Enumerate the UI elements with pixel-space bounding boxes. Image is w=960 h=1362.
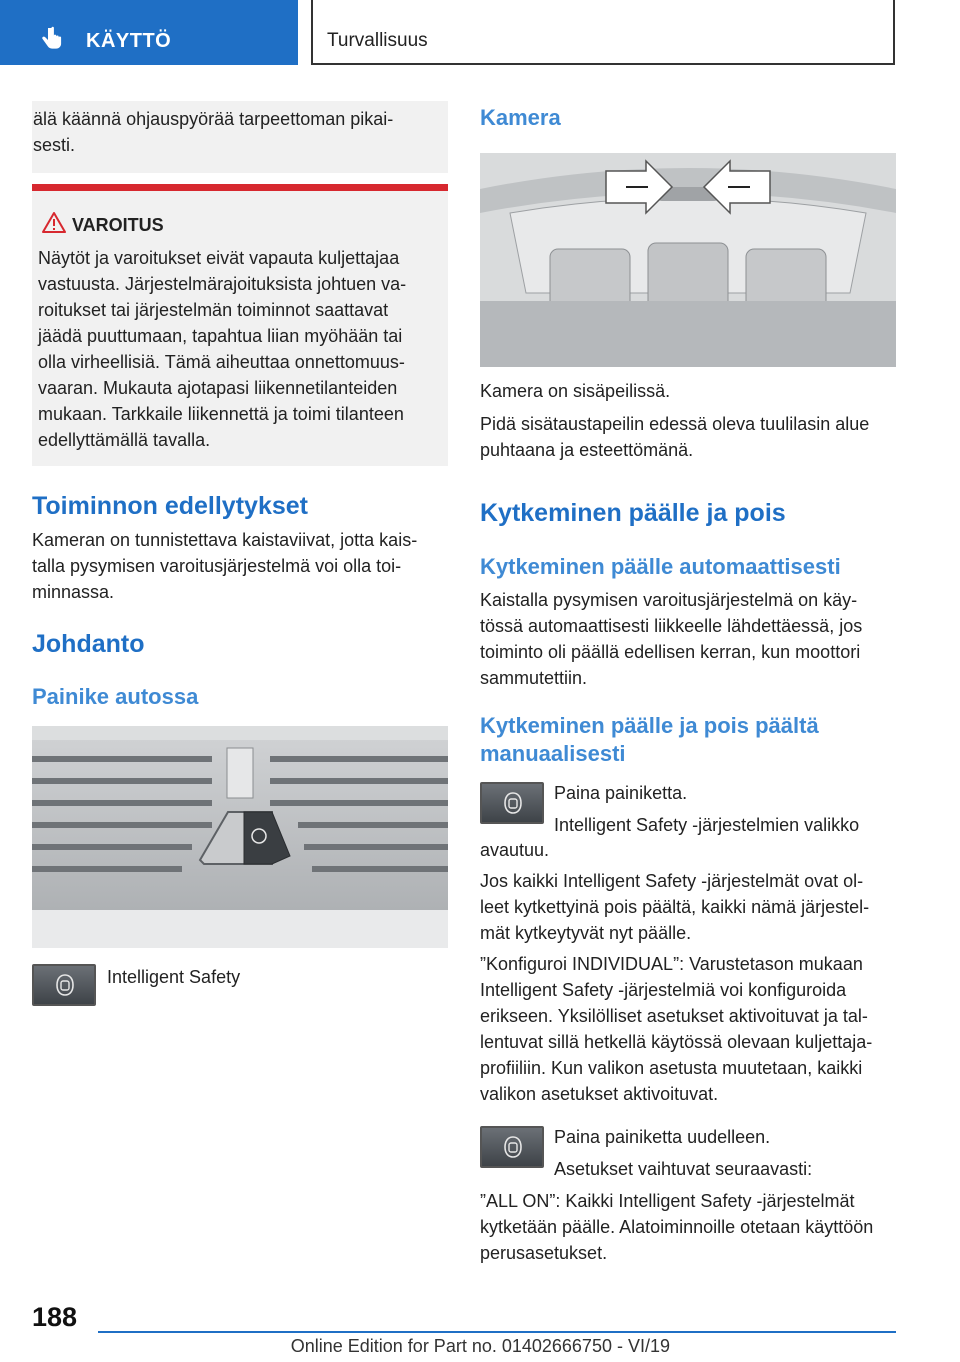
warning-line: roitukset tai järjestelmän toiminnot saattavat	[38, 300, 389, 320]
heading-auto: Kytkeminen päälle automaattisesti	[480, 554, 841, 579]
warning-title: VAROITUS	[72, 215, 164, 235]
chapter-tab[interactable]	[0, 0, 298, 65]
auto-text	[480, 587, 896, 691]
text-line: erikseen. Yksilölliset asetukset aktivoituvat ja tal-	[480, 1006, 868, 1026]
warning-line: vastuusta. Järjestelmärajoituksista johtuen va-	[38, 274, 407, 294]
warning-line: jäädä puuttumaan, tapahtua liian myöhään tai	[38, 326, 403, 346]
safety-car-icon	[54, 973, 76, 997]
step-press-button: Paina painiketta.	[554, 783, 688, 803]
text-line: Pidä sisätaustapeilin edessä oleva tuulilasin alue	[480, 414, 870, 434]
heading-intro: Johdanto	[32, 630, 145, 658]
paragraph-all-on	[480, 1188, 896, 1266]
warning-line: Näytöt ja varoitukset eivät vapauta kuljettajaa	[38, 248, 400, 268]
paragraph-all-off	[480, 868, 896, 946]
section-tab[interactable]	[311, 0, 895, 65]
text-line: profiiliin. Kun valikon asetusta muutetaan, kaikki	[480, 1058, 863, 1078]
safety-car-icon	[502, 791, 524, 815]
text-line: kytketään päälle. Alatoiminnoille otetaan käyttöön	[480, 1217, 874, 1237]
intelligent-safety-button-icon	[32, 964, 96, 1006]
text-line: puhtaana ja esteettömänä.	[480, 440, 694, 460]
text-line: minnassa.	[32, 582, 115, 602]
button-label: Intelligent Safety	[107, 967, 241, 987]
chapter-title: KÄYTTÖ	[86, 30, 172, 52]
text-line: ”Konfiguroi INDIVIDUAL”: Varustetason mukaan	[480, 954, 863, 974]
warning-line: mukaan. Tarkkaile liikennettä ja toimi tilanteen	[38, 404, 404, 424]
text-line: lentuvat sillä hetkellä käytössä olevaan kuljettaja-	[480, 1032, 873, 1052]
note-text: älä käännä ohjauspyörää tarpeettoman pikai- sesti.	[33, 109, 394, 155]
camera-location-photo	[480, 153, 896, 367]
step-result-settings: Asetukset vaihtuvat seuraavasti:	[554, 1159, 813, 1179]
text-line: Kameran on tunnistettava kaistaviivat, jotta kais-	[32, 530, 418, 550]
camera-text: Kamera on sisäpeilissä.	[480, 381, 671, 401]
heading-manual	[480, 712, 896, 768]
step-press-again: Paina painiketta uudelleen.	[554, 1127, 771, 1147]
section-title: Turvallisuus	[327, 30, 428, 51]
requirements-text	[32, 527, 448, 605]
paragraph-individual	[480, 951, 896, 1107]
step-result-cont: avautuu.	[480, 840, 550, 860]
warning-line: vaaran. Mukauta ajotapasi liikennetilanteiden	[38, 378, 398, 398]
text-line: mät kytkeytyvät nyt päälle.	[480, 923, 692, 943]
heading-line: Kytkeminen päälle ja pois päältä	[480, 713, 819, 738]
text-line: leet kytkettyinä pois päältä, kaikki nämä järjestel-	[480, 897, 870, 917]
warning-text	[38, 245, 454, 453]
heading-on-off: Kytkeminen päälle ja pois	[480, 499, 786, 527]
heading-camera: Kamera	[480, 105, 561, 130]
heading-button-in-car: Painike autossa	[32, 684, 199, 709]
intelligent-safety-button-icon	[480, 1126, 544, 1168]
text-line: Kaistalla pysymisen varoitusjärjestelmä on käy-	[480, 590, 858, 610]
text-line: perusasetukset.	[480, 1243, 608, 1263]
text-line: Intelligent Safety -järjestelmiä voi konfiguroida	[480, 980, 847, 1000]
hand-pointer-icon	[40, 26, 64, 52]
warning-line: edellyttämällä tavalla.	[38, 430, 211, 450]
footer-divider	[98, 1331, 896, 1333]
text-line: valikon asetukset aktivoituvat.	[480, 1084, 719, 1104]
text-line: ”ALL ON”: Kaikki Intelligent Safety -järjestelmät	[480, 1191, 855, 1211]
text-line: tössä automaattisesti liikkeelle lähdettäessä, jos	[480, 616, 863, 636]
text-line: toiminto oli päällä edellisen kerran, kun moottori	[480, 642, 861, 662]
button-panel-photo	[32, 726, 448, 948]
step-result: Intelligent Safety -järjestelmien valikko	[554, 815, 860, 835]
warning-line: olla virheellisiä. Tämä aiheuttaa onnettomuus-	[38, 352, 405, 372]
heading-line: manuaalisesti	[480, 741, 626, 766]
page-number: 188	[32, 1302, 78, 1332]
warning-triangle-icon	[42, 211, 66, 233]
text-line: sammutettiin.	[480, 668, 588, 688]
text-line: Jos kaikki Intelligent Safety -järjestelmät ovat ol-	[480, 871, 864, 891]
camera-instruction	[480, 411, 896, 463]
edition-info: Online Edition for Part no. 01402666750 - VI/19	[290, 1336, 670, 1356]
heading-requirements: Toiminnon edellytykset	[32, 492, 308, 520]
text-line: talla pysymisen varoitusjärjestelmä voi olla toi-	[32, 556, 402, 576]
intelligent-safety-button-icon	[480, 782, 544, 824]
safety-car-icon	[502, 1135, 524, 1159]
